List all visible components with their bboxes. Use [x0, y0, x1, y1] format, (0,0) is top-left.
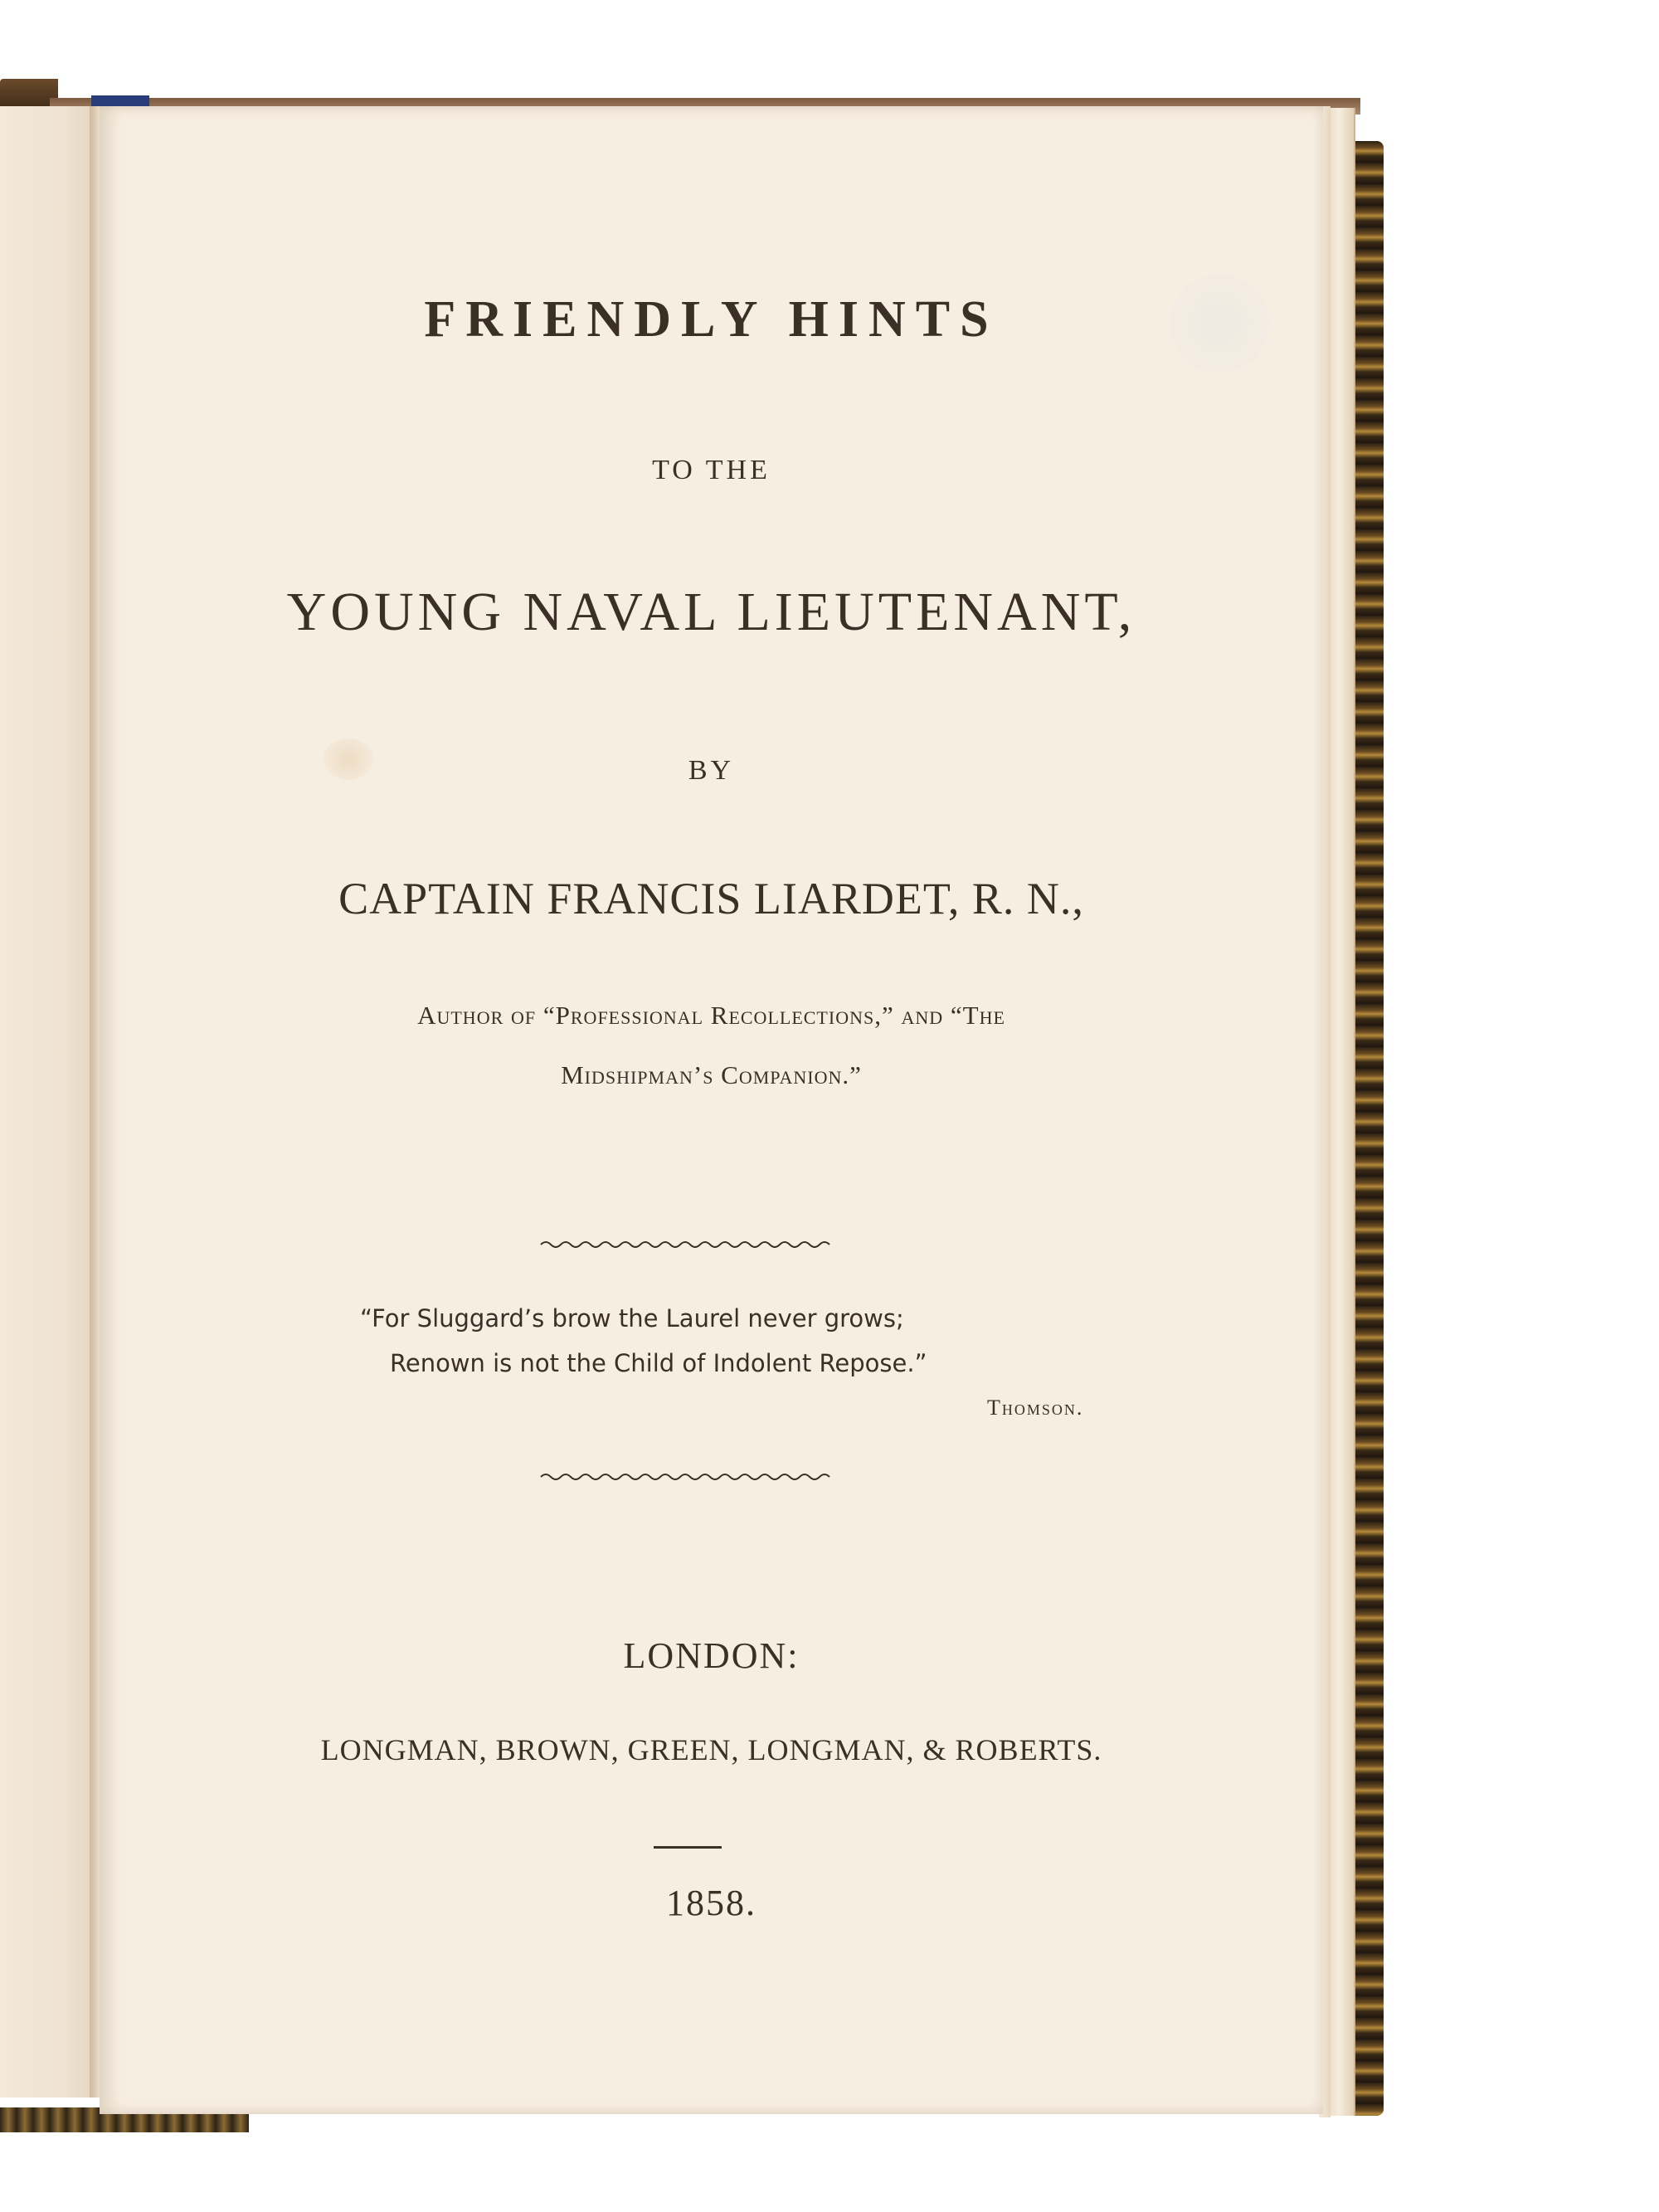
publisher: LONGMAN, BROWN, GREEN, LONGMAN, & ROBERTS. — [320, 1733, 1102, 1766]
title-connector: TO THE — [652, 455, 771, 485]
epigraph-line: Renown is not the Child of Indolent Repose.” — [390, 1349, 927, 1377]
by-line: BY — [688, 755, 735, 786]
epigraph-attribution: Thomson. — [987, 1396, 1084, 1420]
wavy-rule — [539, 1469, 838, 1485]
book-subject: YOUNG NAVAL LIEUTENANT, — [286, 582, 1136, 642]
publication-place: LONDON: — [623, 1635, 800, 1676]
title-page — [100, 106, 1323, 2114]
author-name: CAPTAIN FRANCIS LIARDET, R. N., — [338, 874, 1084, 923]
gilt-edge-cover — [1354, 141, 1384, 2116]
wavy-rule — [539, 1236, 838, 1253]
left-page — [0, 106, 95, 2098]
epigraph-line: “For Sluggard’s brow the Laurel never grows; — [360, 1304, 904, 1333]
credits-line: Midshipman’s Companion.” — [561, 1060, 862, 1089]
credits-line: Author of “Professional Recollections,” and “The — [417, 1001, 1005, 1030]
publication-year: 1858. — [666, 1883, 757, 1923]
page-edges — [1329, 108, 1355, 2116]
author-credits — [100, 986, 1323, 1105]
book-title: FRIENDLY HINTS — [424, 291, 999, 348]
epigraph — [348, 1296, 1112, 1386]
short-rule — [654, 1846, 722, 1849]
